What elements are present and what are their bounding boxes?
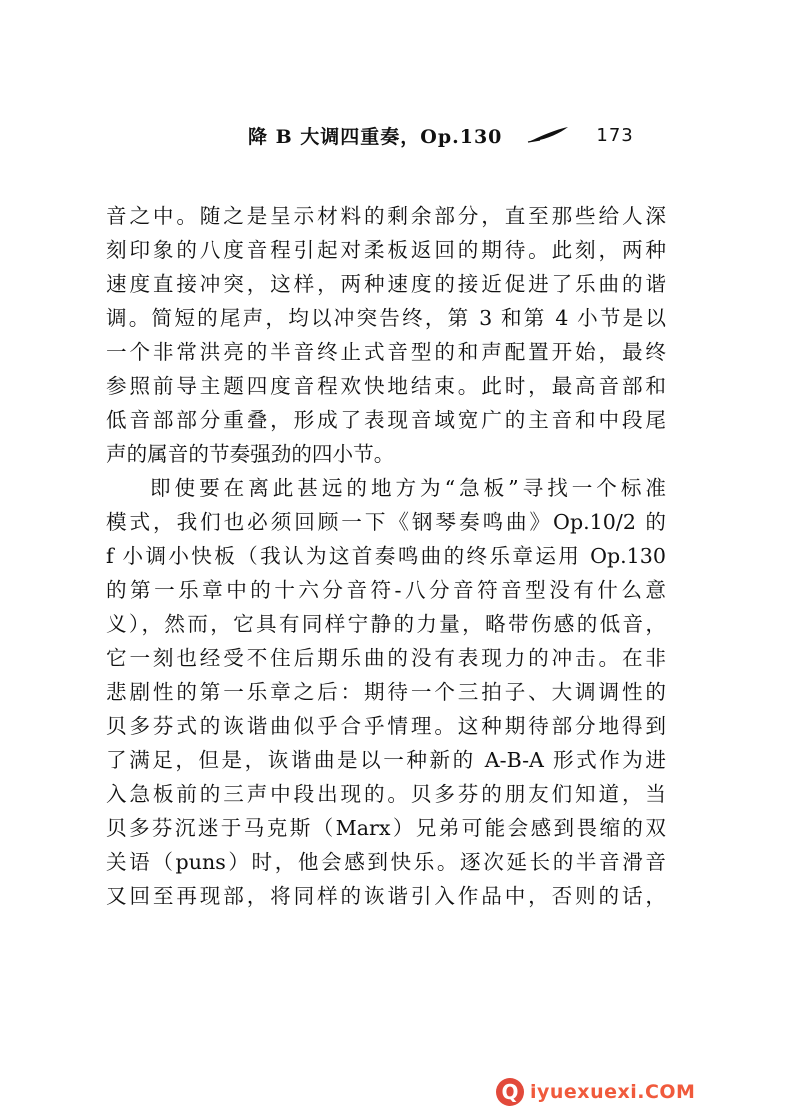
text-line-17: 了满足，但是，诙谐曲是以一种新的 A-B-A 形式作为进 <box>106 748 666 772</box>
text-line-1: 音之中。随之是呈示材料的剩余部分，直至那些给人深 <box>106 204 666 228</box>
text-line-7: 低音部部分重叠，形成了表现音域宽广的主音和中段尾 <box>106 408 666 432</box>
text-line-12: 的第一乐章中的十六分音符-八分音符音型没有什么意 <box>106 578 666 602</box>
watermark-logo: Q <box>496 1078 524 1106</box>
watermark-text: iyuexuexi.COM <box>530 1081 696 1103</box>
text-line-18: 入急板前的三声中段出现的。贝多芬的朋友们知道，当 <box>106 782 666 806</box>
text-line-15: 悲剧性的第一乐章之后：期待一个三拍子、大调调性的 <box>106 680 666 704</box>
text-line-8: 声的属音的节奏强劲的四小节。 <box>106 442 395 466</box>
text-line-6: 参照前导主题四度音程欢快地结束。此时，最高音部和 <box>106 374 666 398</box>
text-line-19: 贝多芬沉迷于马克斯（Marx）兄弟可能会感到畏缩的双 <box>106 816 666 840</box>
page-number: 173 <box>596 124 634 146</box>
text-line-3: 速度直接冲突，这样，两种速度的接近促进了乐曲的谐 <box>106 272 666 296</box>
text-line-11: f 小调小快板（我认为这首奏鸣曲的终乐章运用 Op.130 <box>106 544 666 568</box>
text-line-21: 又回至再现部，将同样的诙谐引入作品中，否则的话， <box>106 884 666 908</box>
text-line-16: 贝多芬式的诙谐曲似乎合乎情理。这种期待部分地得到 <box>106 714 666 738</box>
text-line-2: 刻印象的八度音程引起对柔板返回的期待。此刻，两种 <box>106 238 666 262</box>
text-line-4: 调。简短的尾声，均以冲突告终，第 3 和第 4 小节是以 <box>106 306 666 330</box>
text-line-14: 它一刻也经受不住后期乐曲的没有表现力的冲击。在非 <box>106 646 666 670</box>
body-text <box>106 199 666 913</box>
text-line-20: 关语（puns）时，他会感到快乐。逐次延长的半音滑音 <box>106 850 666 874</box>
site-watermark <box>496 1078 768 1106</box>
quill-icon <box>526 125 570 145</box>
text-line-13: 义），然而，它具有同样宁静的力量，略带伤感的低音， <box>106 612 666 636</box>
text-line-9: 即使要在离此甚远的地方为“急板”寻找一个标准 <box>150 476 666 500</box>
chapter-title: 降 B 大调四重奏，Op.130 <box>248 125 503 148</box>
text-line-10: 模式，我们也必须回顾一下《钢琴奏鸣曲》Op.10/2 的 <box>106 510 666 534</box>
running-header <box>248 118 634 152</box>
text-line-5: 一个非常洪亮的半音终止式音型的和声配置开始，最终 <box>106 340 666 364</box>
